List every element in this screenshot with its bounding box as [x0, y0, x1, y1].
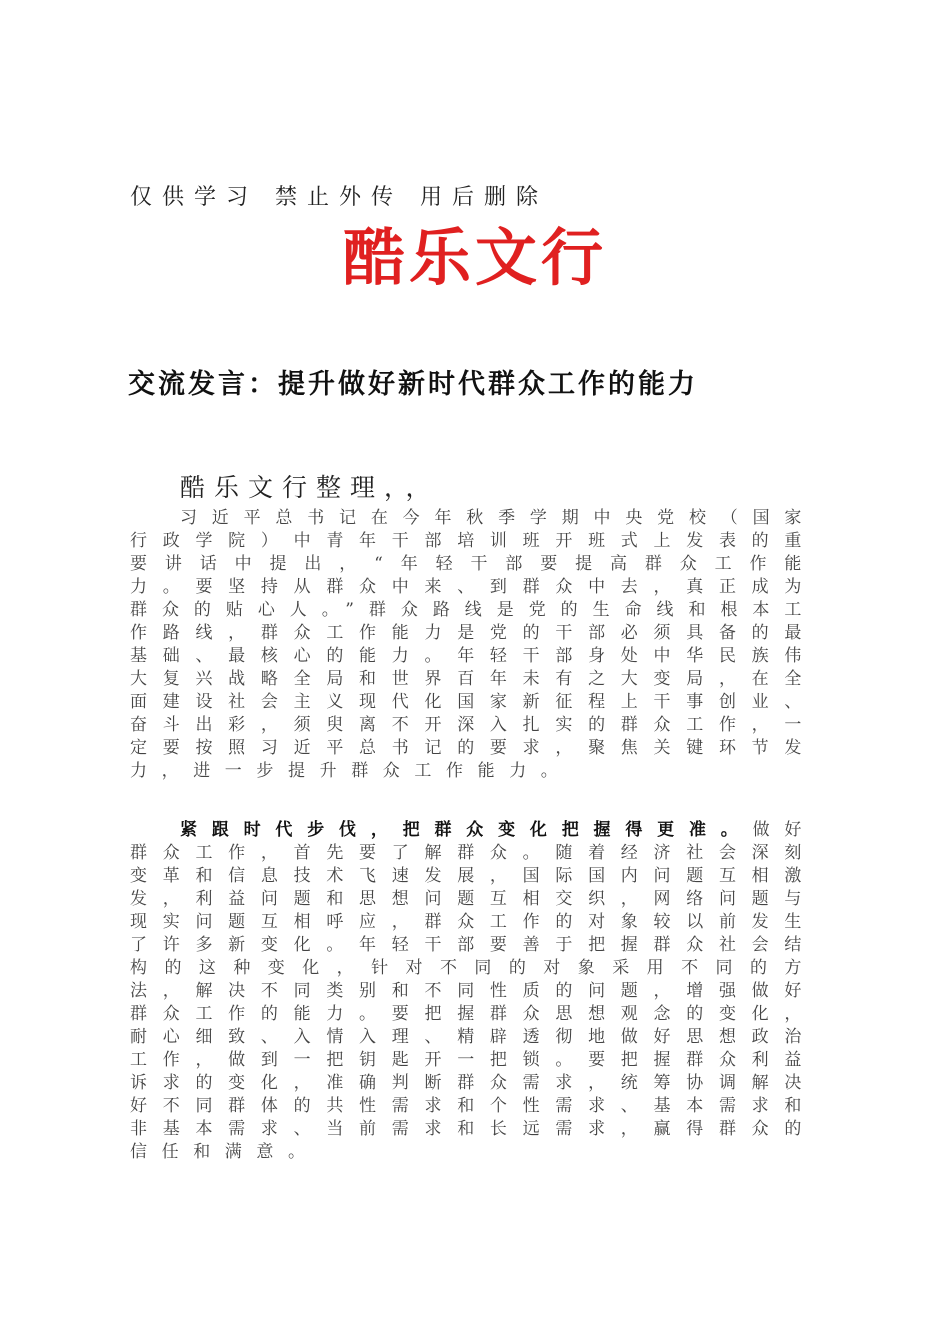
usage-notice: 仅供学习 禁止外传 用后删除 [130, 185, 548, 210]
paragraph-2-lead: 紧跟时代步伐，把群众变化把握得更准。 [180, 820, 753, 840]
compiler-line: 酷乐文行整理，， [180, 473, 440, 502]
brand-title: 酷乐文行 [342, 221, 607, 294]
paragraph-2-body: 做好群众工作，首先要了解群众。随着经济社会深刻变革和信息技术飞速发展，国际国内问题互相激发，利益问题和思想问题互相交织，网络问题与现实问题互相呼应，群众工作的对象较以前发生了许多新变化。年轻干部要善于把握群众社会结构的这种变化，针对不同的对象采用不同的方法，解决不同类别和不同性质的问题，增强做好群众工作的能力。要把握群众思想观念的变化，耐心细致、入情入理、精辟透彻地做好思想政治工作，做到一把钥匙开一把锁。要把握群众利益诉求的变化，准确判断群众需求，统筹协调解决好不同群体的共性需求和个性需求、基本需求和非基本需求、当前需求和长远需求，赢得群众的信任和满意。 [130, 820, 816, 1162]
paragraph-1: 习近平总书记在今年秋季学期中央党校（国家行政学院）中青年干部培训班开班式上发表的重要讲话中提出，“年轻干部要提高群众工作能力。要坚持从群众中来、到群众中去，真正成为群众的贴心人。”群众路线是党的生命线和根本工作路线，群众工作能力是党的干部必须具备的最基础、最核心的能力。年轻干部身处中华民族伟大复兴战略全局和世界百年未有之大变局，在全面建设社会主义现代化国家新征程上干事创业、奋斗出彩，须臾离不开深入扎实的群众工作，一定要按照习近平总书记的要求，聚焦关键环节发力，进一步提升群众工作能力。 [130, 508, 816, 781]
paragraph-2 [130, 819, 816, 1164]
article-title: 交流发言：提升做好新时代群众工作的能力 [128, 369, 698, 400]
